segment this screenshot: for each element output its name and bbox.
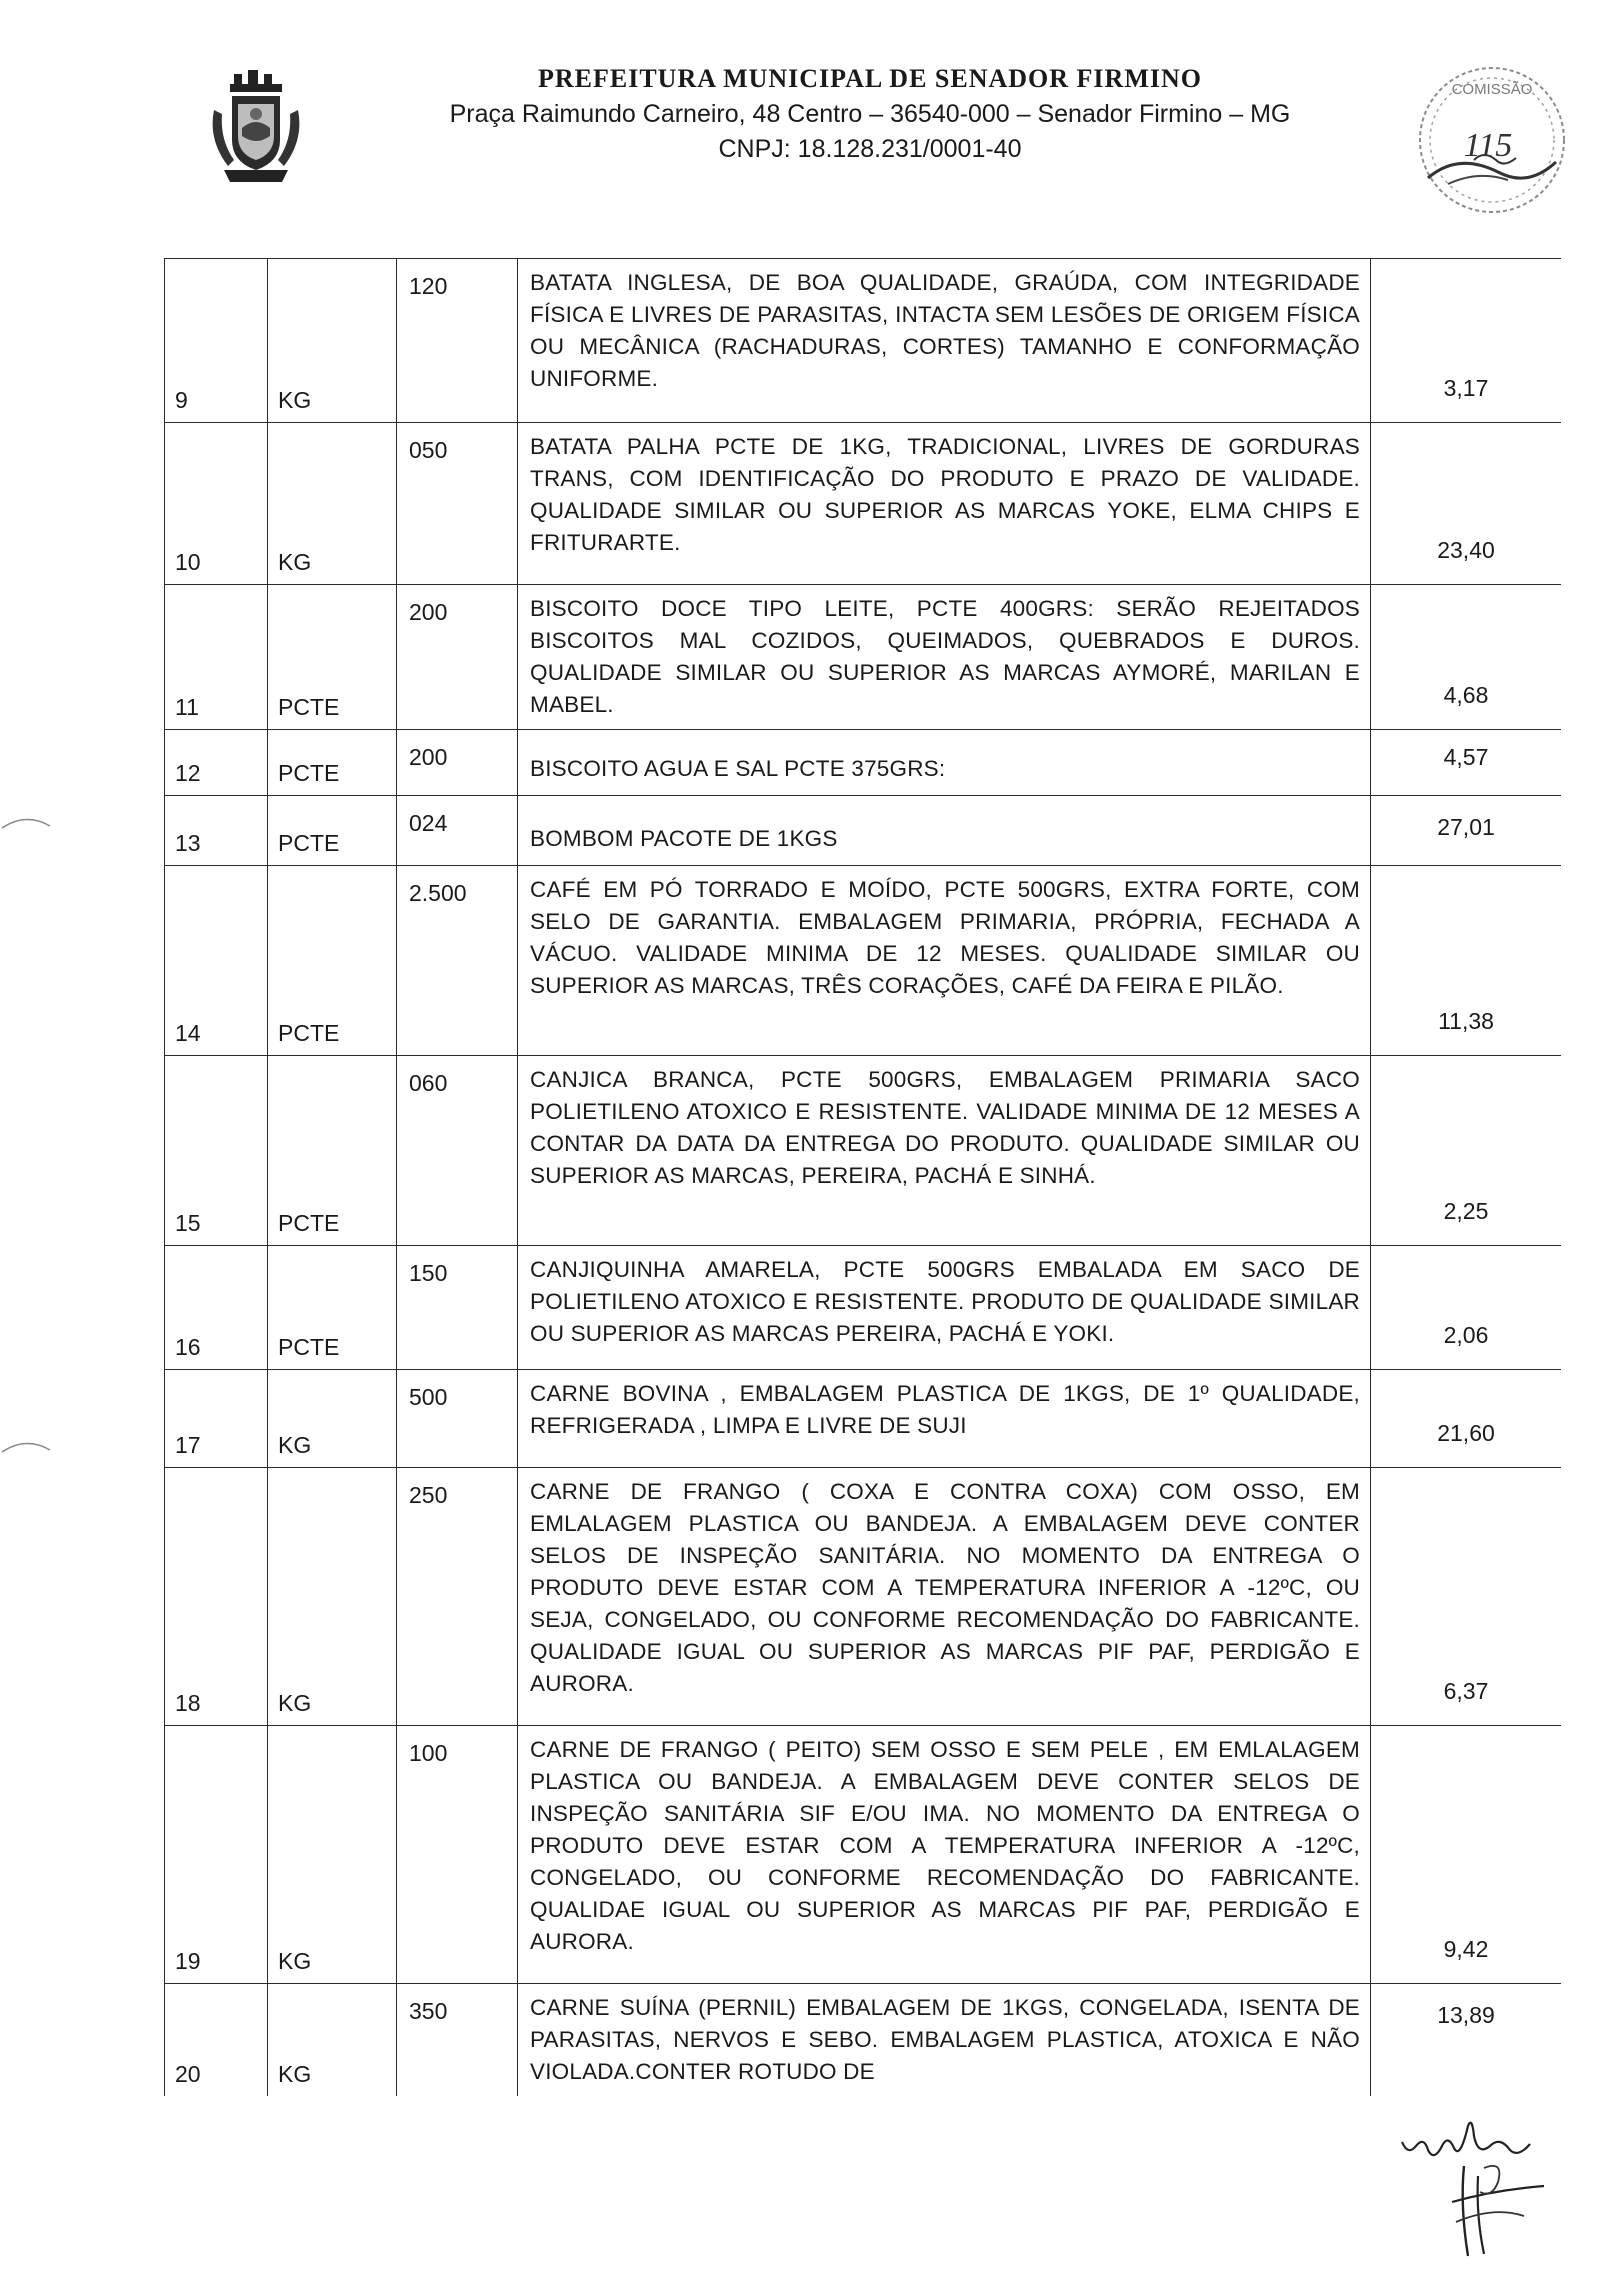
item-description: BISCOITO DOCE TIPO LEITE, PCTE 400GRS: SERÃO REJEITADOS BISCOITOS MAL COZIDOS, QUEIMADOS, QUEBRADOS E DUROS. QUALIDADE SIMILAR OU SUPERIOR AS MARCAS AYMORÉ, MARILAN E MABEL.	[530, 596, 1360, 717]
item-quantity: 200	[397, 585, 518, 730]
item-description-cell	[518, 1246, 1371, 1370]
item-number: 9	[165, 259, 268, 423]
table-row	[165, 423, 1562, 585]
item-unit: PCTE	[268, 796, 397, 866]
item-quantity: 200	[397, 730, 518, 796]
item-number: 13	[165, 796, 268, 866]
item-description-cell	[518, 796, 1371, 866]
item-description-cell	[518, 1468, 1371, 1726]
table-row	[165, 1246, 1562, 1370]
table-row	[165, 796, 1562, 866]
item-price: 4,68	[1371, 585, 1562, 730]
letterhead-text	[370, 64, 1370, 164]
item-number: 15	[165, 1056, 268, 1246]
table-row	[165, 866, 1562, 1056]
handwritten-initials	[1394, 2106, 1574, 2266]
item-description-cell	[518, 1370, 1371, 1468]
cnpj-line: CNPJ: 18.128.231/0001-40	[718, 135, 1022, 163]
item-unit: KG	[268, 1726, 397, 1984]
item-number: 19	[165, 1726, 268, 1984]
item-quantity: 150	[397, 1246, 518, 1370]
table-row	[165, 1056, 1562, 1246]
table-row	[165, 585, 1562, 730]
item-quantity: 050	[397, 423, 518, 585]
item-quantity: 350	[397, 1984, 518, 2097]
item-price: 13,89	[1371, 1984, 1562, 2097]
item-number: 14	[165, 866, 268, 1056]
item-number: 11	[165, 585, 268, 730]
item-price: 11,38	[1371, 866, 1562, 1056]
item-price: 3,17	[1371, 259, 1562, 423]
table-row	[165, 259, 1562, 423]
item-description: CANJICA BRANCA, PCTE 500GRS, EMBALAGEM PRIMARIA SACO POLIETILENO ATOXICO E RESISTENTE. VALIDADE MINIMA DE 12 MESES A CONTAR DA DATA DA ENTREGA DO PRODUTO. QUALIDADE SIMILAR OU SUPERIOR AS MARCAS, PEREIRA, PACHÁ E SINHÁ.	[530, 1067, 1360, 1188]
item-description-cell	[518, 1984, 1371, 2097]
item-price: 27,01	[1371, 796, 1562, 866]
item-price: 9,42	[1371, 1726, 1562, 1984]
item-unit: PCTE	[268, 585, 397, 730]
letterhead	[0, 60, 1600, 210]
items-table	[164, 258, 1561, 2096]
item-quantity: 100	[397, 1726, 518, 1984]
item-number: 18	[165, 1468, 268, 1726]
item-number: 12	[165, 730, 268, 796]
table-row	[165, 730, 1562, 796]
item-unit: PCTE	[268, 1246, 397, 1370]
item-unit: PCTE	[268, 1056, 397, 1246]
item-description-cell	[518, 730, 1371, 796]
item-description: BOMBOM PACOTE DE 1KGS	[530, 826, 838, 851]
item-number: 20	[165, 1984, 268, 2097]
item-description-cell	[518, 259, 1371, 423]
item-description: CARNE SUÍNA (PERNIL) EMBALAGEM DE 1KGS, CONGELADA, ISENTA DE PARASITAS, NERVOS E SEBO. EMBALAGEM PLASTICA, ATOXICA E NÃO VIOLADA.CONTER ROTUDO DE	[530, 1995, 1360, 2084]
item-price: 2,25	[1371, 1056, 1562, 1246]
item-description-cell	[518, 585, 1371, 730]
address-line: Praça Raimundo Carneiro, 48 Centro – 36540-000 – Senador Firmino – MG	[449, 100, 1291, 128]
item-description-cell	[518, 423, 1371, 585]
item-description: BATATA PALHA PCTE DE 1KG, TRADICIONAL, LIVRES DE GORDURAS TRANS, COM IDENTIFICAÇÃO DO PRODUTO E PRAZO DE VALIDADE. QUALIDADE SIMILAR OU SUPERIOR AS MARCAS YOKE, ELMA CHIPS E FRITURARTE.	[530, 434, 1360, 555]
item-quantity: 2.500	[397, 866, 518, 1056]
item-quantity: 120	[397, 259, 518, 423]
item-description: CARNE DE FRANGO ( COXA E CONTRA COXA) COM OSSO, EM EMLALAGEM PLASTICA OU BANDEJA. A EMBALAGEM DEVE CONTER SELOS DE INSPEÇÃO SANITÁRIA. NO MOMENTO DA ENTREGA O PRODUTO DEVE ESTAR COM A TEMPERATURA INFERIOR A -12ºC, OU SEJA, CONGELADO, OU CONFORME RECOMENDAÇÃO DO FABRICANTE. QUALIDADE IGUAL OU SUPERIOR AS MARCAS PIF PAF, PERDIGÃO E AURORA.	[530, 1479, 1360, 1696]
item-unit: KG	[268, 423, 397, 585]
item-price: 4,57	[1371, 730, 1562, 796]
item-description-cell	[518, 866, 1371, 1056]
margin-mark	[0, 1436, 52, 1456]
item-price: 2,06	[1371, 1246, 1562, 1370]
item-description-cell	[518, 1056, 1371, 1246]
item-number: 16	[165, 1246, 268, 1370]
item-description: CANJIQUINHA AMARELA, PCTE 500GRS EMBALADA EM SACO DE POLIETILENO ATOXICO E RESISTENTE. PRODUTO DE QUALIDADE SIMILAR OU SUPERIOR AS MARCAS PEREIRA, PACHÁ E YOKI.	[530, 1257, 1360, 1346]
stamp-top-text: COMISSÃO	[1451, 81, 1533, 98]
item-number: 17	[165, 1370, 268, 1468]
item-description: CAFÉ EM PÓ TORRADO E MOÍDO, PCTE 500GRS, EXTRA FORTE, COM SELO DE GARANTIA. EMBALAGEM PRIMARIA, PRÓPRIA, FECHADA A VÁCUO. VALIDADE MINIMA DE 12 MESES. QUALIDADE SIMILAR OU SUPERIOR AS MARCAS, TRÊS CORAÇÕES, CAFÉ DA FEIRA E PILÃO.	[530, 877, 1360, 998]
municipality-title: PREFEITURA MUNICIPAL DE SENADOR FIRMINO	[537, 64, 1202, 93]
item-unit: PCTE	[268, 730, 397, 796]
item-price: 23,40	[1371, 423, 1562, 585]
item-quantity: 250	[397, 1468, 518, 1726]
stamp-page-number: 115	[1463, 127, 1513, 164]
item-description: CARNE BOVINA , EMBALAGEM PLASTICA DE 1KGS, DE 1º QUALIDADE, REFRIGERADA , LIMPA E LIVRE DE SUJI	[530, 1381, 1360, 1438]
item-unit: KG	[268, 1984, 397, 2097]
table-row	[165, 1370, 1562, 1468]
item-quantity: 500	[397, 1370, 518, 1468]
table-row	[165, 1726, 1562, 1984]
item-price: 6,37	[1371, 1468, 1562, 1726]
item-description: BATATA INGLESA, DE BOA QUALIDADE, GRAÚDA, COM INTEGRIDADE FÍSICA E LIVRES DE PARASITAS, INTACTA SEM LESÕES DE ORIGEM FÍSICA OU MECÂNICA (RACHADURAS, CORTES) TAMANHO E CONFORMAÇÃO UNIFORME.	[530, 270, 1360, 391]
municipal-crest-icon	[204, 70, 308, 190]
commission-stamp	[1388, 60, 1584, 220]
item-description: CARNE DE FRANGO ( PEITO) SEM OSSO E SEM PELE , EM EMLALAGEM PLASTICA OU BANDEJA. A EMBALAGEM DEVE CONTER SELOS DE INSPEÇÃO SANITÁRIA SIF E/OU IMA. NO MOMENTO DA ENTREGA O PRODUTO DEVE ESTAR COM A TEMPERATURA INFERIOR A -12ºC, CONGELADO, OU CONFORME RECOMENDAÇÃO DO FABRICANTE. QUALIDAE IGUAL OU SUPERIOR AS MARCAS PIF PAF, PERDIGÃO E AURORA.	[530, 1737, 1360, 1954]
table-row	[165, 1984, 1562, 2097]
margin-mark	[0, 812, 52, 832]
item-description-cell	[518, 1726, 1371, 1984]
item-unit: KG	[268, 1370, 397, 1468]
item-quantity: 060	[397, 1056, 518, 1246]
item-unit: PCTE	[268, 866, 397, 1056]
item-number: 10	[165, 423, 268, 585]
item-description: BISCOITO AGUA E SAL PCTE 375GRS:	[530, 756, 946, 781]
item-quantity: 024	[397, 796, 518, 866]
item-unit: KG	[268, 1468, 397, 1726]
item-unit: KG	[268, 259, 397, 423]
table-row	[165, 1468, 1562, 1726]
item-price: 21,60	[1371, 1370, 1562, 1468]
